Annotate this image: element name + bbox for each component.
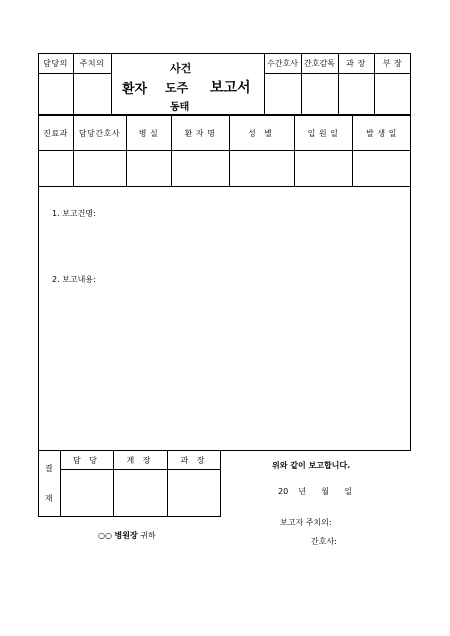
- staff-doctor-label: 담당의: [43, 59, 68, 68]
- admission-date-label: 입 원 일: [307, 128, 339, 138]
- stamp-label-top: 결: [44, 463, 54, 473]
- reporter-nurse: 간호사:: [311, 537, 337, 546]
- addressee-suffix: 귀하: [140, 531, 156, 540]
- stamp-label-bottom: 재: [44, 493, 54, 503]
- stamp-col-chief: 계 장: [126, 455, 154, 465]
- attending-doctor-label: 주치의: [79, 59, 105, 68]
- report-date-line: 20 년 월 일: [278, 487, 353, 496]
- report-body-box: [38, 186, 411, 451]
- stamp-col-section: 과 장: [180, 455, 208, 465]
- department-label: 진료과: [43, 128, 68, 138]
- patient-info-divider: [38, 150, 411, 151]
- stamp-col-staff: 담 당: [73, 455, 100, 465]
- ward-label: 병 실: [138, 128, 159, 138]
- title-bottom-word: 동태: [170, 102, 190, 113]
- approval-col-line: [111, 53, 112, 115]
- addressee-prefix: ○○: [98, 531, 112, 540]
- head-nurse-label: 수간호사: [267, 59, 298, 68]
- charge-nurse-label: 담당간호사: [78, 128, 121, 138]
- report-subject-label: 1. 보고건명:: [52, 209, 96, 218]
- nursing-supervisor-label: 간호감독: [304, 59, 335, 68]
- addressee-hospital-director: 병원장: [114, 531, 138, 540]
- title-left-word: 환자: [122, 82, 148, 97]
- title-top-word: 사건: [170, 62, 192, 75]
- approval-header-divider: [38, 73, 111, 74]
- title-right-word: 보고서: [210, 80, 251, 96]
- section-chief-label: 과 장: [346, 59, 366, 68]
- occurrence-date-label: 발 생 일: [366, 128, 397, 138]
- title-middle-word: 도주: [165, 81, 189, 95]
- report-content-label: 2. 보고내용:: [52, 275, 96, 284]
- report-statement: 위와 같이 보고합니다.: [272, 461, 351, 470]
- patient-name-label: 환 자 명: [184, 128, 216, 138]
- sex-label: 성 별: [248, 128, 275, 138]
- addressee-line: [98, 530, 156, 541]
- stamp-header-divider: [60, 469, 221, 470]
- reporter-attending: 보고자 주치의:: [280, 518, 332, 527]
- department-head-label: 부 장: [382, 59, 403, 68]
